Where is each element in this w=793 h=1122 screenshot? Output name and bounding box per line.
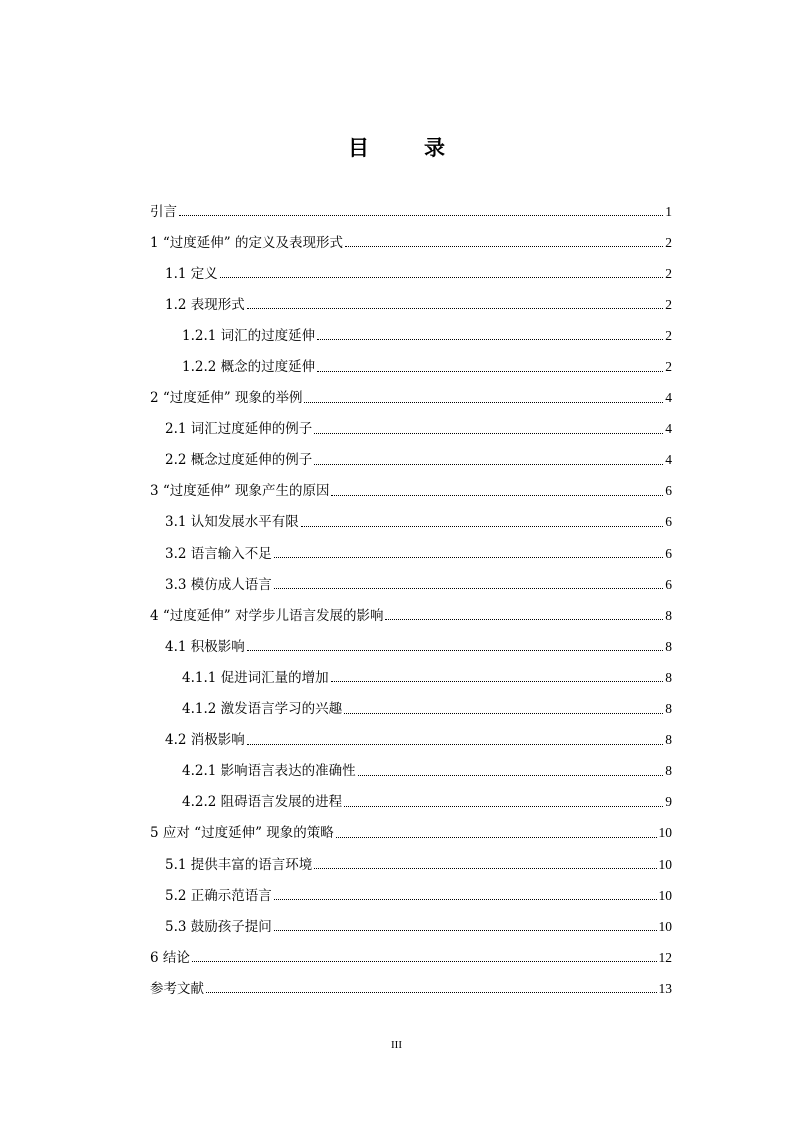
toc-entry-page: 8 [665, 732, 672, 748]
page-title: 目 录 [348, 135, 462, 160]
toc-entry[interactable] [150, 849, 672, 880]
toc-entry-page: 6 [665, 576, 672, 592]
toc-dot-leader [331, 681, 664, 682]
toc-entry-page: 10 [658, 887, 672, 903]
toc-dot-leader [192, 961, 657, 962]
toc-entry-label: 2.2 概念过度延伸的例子 [165, 452, 313, 469]
toc-entry-page: 4 [665, 452, 672, 468]
toc-entry-label: 4.1.2 激发语言学习的兴趣 [182, 701, 343, 718]
toc-entry[interactable] [150, 725, 672, 756]
toc-entry-page: 12 [658, 949, 672, 965]
toc-dot-leader [247, 308, 663, 309]
toc-entry-page: 6 [665, 514, 672, 530]
toc-entry-label: 3.1 认知发展水平有限 [165, 514, 299, 531]
toc-entry[interactable] [150, 880, 672, 911]
toc-entry-label: 2 “过度延伸” 现象的举例 [150, 390, 303, 407]
toc-entry-page: 8 [665, 638, 672, 654]
toc-entry-page: 2 [665, 296, 672, 312]
toc-entry-label: 参考文献 [150, 980, 204, 997]
toc-dot-leader [179, 215, 663, 216]
toc-entry-label: 4.2 消极影响 [165, 732, 245, 749]
toc-dot-leader [304, 402, 663, 403]
toc-entry[interactable] [150, 445, 672, 476]
toc-entry-page: 2 [665, 359, 672, 375]
toc-entry-page: 8 [665, 669, 672, 685]
toc-entry[interactable] [150, 756, 672, 787]
toc-entry-page: 6 [665, 483, 672, 499]
toc-entry[interactable] [150, 694, 672, 725]
toc-entry-page: 6 [665, 545, 672, 561]
toc-entry[interactable] [150, 476, 672, 507]
toc-entry-page: 2 [665, 327, 672, 343]
toc-dot-leader [274, 588, 663, 589]
toc-entry-label: 5 应对 “过度延伸” 现象的策略 [150, 825, 334, 842]
toc-entry-label: 5.3 鼓励孩子提问 [165, 918, 272, 935]
toc-entry-page: 4 [665, 390, 672, 406]
toc-dot-leader [247, 744, 663, 745]
toc-entry-label: 5.1 提供丰富的语言环境 [165, 856, 313, 873]
toc-entry-label: 3.2 语言输入不足 [165, 545, 272, 562]
toc-dot-leader [314, 464, 663, 465]
toc-dot-leader [345, 246, 663, 247]
toc-entry-label: 引言 [150, 203, 177, 220]
toc-entry[interactable] [150, 227, 672, 258]
toc-entry[interactable] [150, 787, 672, 818]
toc-entry[interactable] [150, 196, 672, 227]
toc-entry[interactable] [150, 538, 672, 569]
toc-entry-page: 4 [665, 421, 672, 437]
toc-entry-label: 2.1 词汇过度延伸的例子 [165, 421, 313, 438]
toc-entry-label: 4 “过度延伸” 对学步儿语言发展的影响 [150, 607, 384, 624]
toc-entry[interactable] [150, 258, 672, 289]
toc-entry-label: 6 结论 [150, 949, 190, 966]
toc-entry-label: 1 “过度延伸” 的定义及表现形式 [150, 234, 343, 251]
toc-entry-label: 4.1 积极影响 [165, 638, 245, 655]
toc-entry-page: 10 [658, 825, 672, 841]
toc-entry-page: 10 [658, 856, 672, 872]
toc-entry-page: 2 [665, 234, 672, 250]
page-number: III [391, 1039, 402, 1051]
toc-entry[interactable] [150, 569, 672, 600]
toc-dot-leader [358, 775, 664, 776]
toc-entry-label: 1.1 定义 [165, 265, 218, 282]
toc-dot-leader [220, 277, 663, 278]
toc-entry-label: 1.2.1 词汇的过度延伸 [182, 327, 316, 344]
toc-dot-leader [331, 495, 663, 496]
toc-entry[interactable] [150, 973, 672, 1004]
toc-dot-leader [206, 992, 657, 993]
toc-entry-page: 10 [658, 918, 672, 934]
toc-entry[interactable] [150, 383, 672, 414]
toc-dot-leader [274, 930, 657, 931]
toc-entry-page: 8 [665, 701, 672, 717]
toc-entry-label: 3 “过度延伸” 现象产生的原因 [150, 483, 330, 500]
toc-entry-page: 8 [665, 607, 672, 623]
toc-entry-page: 2 [665, 265, 672, 281]
toc-entry-page: 1 [665, 203, 672, 219]
toc-entry[interactable] [150, 320, 672, 351]
toc-dot-leader [385, 619, 663, 620]
toc-entry[interactable] [150, 351, 672, 382]
toc-entry[interactable] [150, 631, 672, 662]
toc-entry-label: 4.2.2 阻碍语言发展的进程 [182, 794, 343, 811]
toc-dot-leader [336, 837, 657, 838]
toc-entry[interactable] [150, 662, 672, 693]
toc-entry[interactable] [150, 507, 672, 538]
toc-dot-leader [274, 899, 657, 900]
toc-entry-label: 1.2 表现形式 [165, 296, 245, 313]
table-of-contents [150, 196, 672, 1004]
toc-entry-label: 3.3 模仿成人语言 [165, 576, 272, 593]
toc-dot-leader [344, 713, 663, 714]
toc-dot-leader [317, 371, 663, 372]
toc-dot-leader [301, 526, 663, 527]
toc-entry-label: 1.2.2 概念的过度延伸 [182, 359, 316, 376]
toc-dot-leader [247, 650, 663, 651]
toc-dot-leader [274, 557, 663, 558]
toc-entry[interactable] [150, 818, 672, 849]
toc-entry[interactable] [150, 600, 672, 631]
toc-dot-leader [314, 433, 663, 434]
toc-entry[interactable] [150, 942, 672, 973]
toc-entry-label: 4.1.1 促进词汇量的增加 [182, 669, 329, 686]
toc-entry[interactable] [150, 911, 672, 942]
toc-entry-page: 13 [658, 980, 672, 996]
toc-dot-leader [344, 806, 663, 807]
toc-entry-page: 9 [665, 794, 672, 810]
toc-entry[interactable] [150, 414, 672, 445]
toc-entry-page: 8 [665, 763, 672, 779]
toc-dot-leader [317, 339, 663, 340]
toc-entry[interactable] [150, 289, 672, 320]
toc-entry-label: 4.2.1 影响语言表达的准确性 [182, 763, 356, 780]
toc-dot-leader [314, 868, 656, 869]
toc-entry-label: 5.2 正确示范语言 [165, 887, 272, 904]
